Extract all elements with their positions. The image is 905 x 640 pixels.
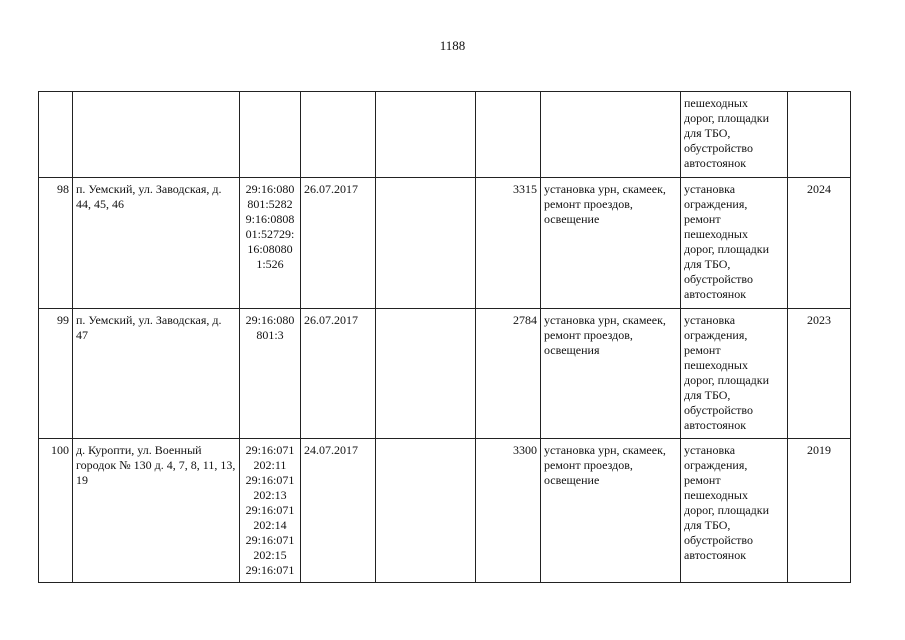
text-line: для ТБО,: [684, 257, 731, 271]
text-line: пешеходных: [684, 488, 748, 502]
text-line: установка: [684, 182, 736, 196]
cell-date: 26.07.2017: [301, 178, 376, 309]
cell-year: 2023: [788, 309, 851, 439]
cell-year: [788, 92, 851, 178]
text-line: 01:52729:: [245, 227, 295, 241]
text-line: автостоянок: [684, 418, 747, 432]
cell-cadastral: [240, 92, 301, 178]
text-line: 29:16:080: [245, 182, 295, 196]
cell-year: 2024: [788, 178, 851, 309]
cell-area: [476, 92, 541, 178]
text-line: установка: [684, 313, 736, 327]
text-line: обустройство: [684, 403, 753, 417]
cell-empty: [376, 178, 476, 309]
text-line: 202:14: [253, 518, 287, 532]
text-line: 202:11: [253, 458, 287, 472]
cell-num: 98: [39, 178, 73, 309]
cell-date: [301, 92, 376, 178]
text-line: 29:16:071: [245, 503, 295, 517]
improvement-table: [38, 91, 851, 583]
cell-works-extra: [681, 439, 788, 583]
text-line: 202:13: [253, 488, 287, 502]
text-line: 9:16:0808: [245, 212, 295, 226]
text-line: 202:15: [253, 548, 287, 562]
text-line: для ТБО,: [684, 126, 731, 140]
cell-cadastral: [240, 178, 301, 309]
text-line: ограждения,: [684, 197, 748, 211]
cell-num: 99: [39, 309, 73, 439]
cell-empty: [376, 309, 476, 439]
cell-address: [73, 92, 240, 178]
cell-works: установка урн, скамеек, ремонт проездов, освещение: [541, 178, 681, 309]
text-line: 801:3: [256, 328, 284, 342]
cell-works: установка урн, скамеек, ремонт проездов, освещения: [541, 309, 681, 439]
table-row: [39, 178, 851, 309]
cell-address: п. Уемский, ул. Заводская, д. 47: [73, 309, 240, 439]
cell-area: 3315: [476, 178, 541, 309]
text-line: ремонт: [684, 343, 721, 357]
text-line: автостоянок: [684, 548, 747, 562]
cell-num: 100: [39, 439, 73, 583]
text-line: ограждения,: [684, 458, 748, 472]
text-line: обустройство: [684, 533, 753, 547]
text-line: 16:08080: [247, 242, 293, 256]
table-row: [39, 309, 851, 439]
cell-cadastral: [240, 309, 301, 439]
table-row: [39, 439, 851, 583]
text-line: пешеходных: [684, 358, 748, 372]
cell-empty: [376, 439, 476, 583]
text-line: ограждения,: [684, 328, 748, 342]
text-line: автостоянок: [684, 156, 747, 170]
cell-empty: [376, 92, 476, 178]
text-line: 1:526: [256, 257, 284, 271]
page-number: 1188: [439, 38, 466, 53]
text-line: для ТБО,: [684, 388, 731, 402]
text-line: 29:16:080: [245, 313, 295, 327]
cell-date: 24.07.2017: [301, 439, 376, 583]
cell-works-extra: [681, 92, 788, 178]
text-line: 29:16:071: [245, 563, 295, 577]
text-line: ремонт: [684, 473, 721, 487]
cell-works: [541, 92, 681, 178]
text-line: пешеходных: [684, 96, 748, 110]
text-line: обустройство: [684, 272, 753, 286]
text-line: автостоянок: [684, 287, 747, 301]
cell-works: установка урн, скамеек, ремонт проездов, освещение: [541, 439, 681, 583]
text-line: дорог, площадки: [684, 242, 770, 256]
cell-date: 26.07.2017: [301, 309, 376, 439]
text-line: дорог, площадки: [684, 373, 770, 387]
text-line: 29:16:071: [245, 473, 295, 487]
text-line: 29:16:071: [245, 533, 295, 547]
cell-address: п. Уемский, ул. Заводская, д. 44, 45, 46: [73, 178, 240, 309]
text-line: дорог, площадки: [684, 111, 770, 125]
text-line: пешеходных: [684, 227, 748, 241]
table-row-continuation: [39, 92, 851, 178]
text-line: обустройство: [684, 141, 753, 155]
text-line: дорог, площадки: [684, 503, 770, 517]
cell-address: д. Куропти, ул. Военный городок № 130 д. 4, 7, 8, 11, 13, 19: [73, 439, 240, 583]
text-line: ремонт: [684, 212, 721, 226]
cell-year: 2019: [788, 439, 851, 583]
text-line: 801:5282: [247, 197, 293, 211]
cell-area: 3300: [476, 439, 541, 583]
text-line: установка: [684, 443, 736, 457]
cell-area: 2784: [476, 309, 541, 439]
cell-cadastral: [240, 439, 301, 583]
cell-num: [39, 92, 73, 178]
cell-works-extra: [681, 309, 788, 439]
text-line: 29:16:071: [245, 443, 295, 457]
text-line: для ТБО,: [684, 518, 731, 532]
cell-works-extra: [681, 178, 788, 309]
